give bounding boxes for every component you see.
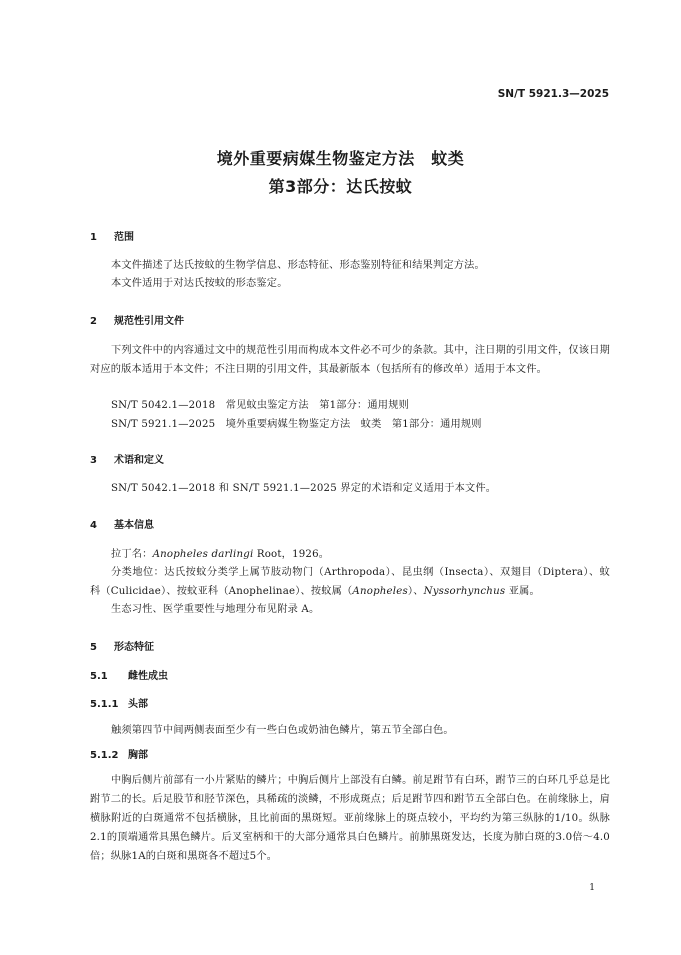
section-number: 5.1 [90, 671, 108, 682]
paragraph: 本文件适用于对达氏按蚊的形态鉴定。 [111, 278, 288, 289]
page-number: 1 [589, 883, 595, 893]
author-year: Root，1926。 [253, 549, 330, 560]
document-code: SN/T 5921.3—2025 [497, 88, 609, 100]
paragraph: 中胸后侧片前部有一小片紧贴的鳞片；中胸后侧片上部没有白鳞。前足跗节有白环，跗节三的白环几乎总是比跗节二的长。后足股节和胫节深色，具稀疏的淡鳞，不形成斑点；后足跗节四和跗节五全部白色。在前缘脉上，肩横脉附近的白斑通常不包括横脉，且比前面的黑斑短。亚前缘脉上的斑点较小，平均约为第三纵脉的1/10。纵脉2.1的顶端通常具黑色鳞片。后叉室柄和干的大部分通常具白色鳞片。前肺黑斑发达，长度为肺白斑的3.0倍～4.0倍；纵脉1A的白斑和黑斑各不超过5个。 [90, 775, 610, 862]
paragraph: 下列文件中的内容通过文中的规范性引用而构成本文件必不可少的条款。其中，注日期的引用文件，仅该日期对应的版本适用于本文件；不注日期的引用文件，其最新版本（包括所有的修改单）适用于本文件。 [90, 345, 610, 375]
section-number: 3 [90, 455, 97, 466]
paragraph: 本文件描述了达氏按蚊的生物学信息、形态特征、形态鉴别特征和结果判定方法。 [111, 260, 485, 271]
paragraph: 生态习性、医学重要性与地理分布见附录 A。 [111, 604, 320, 615]
subsection-heading-5-1 [90, 667, 168, 682]
section-number: 1 [90, 232, 97, 243]
label: 拉丁名： [111, 549, 153, 560]
section-heading-5 [90, 638, 154, 653]
paragraph: SN/T 5042.1—2018 和 SN/T 5921.1—2025 界定的术语和定义适用于本文件。 [111, 483, 497, 494]
latin-name: Anopheles darlingi [152, 549, 254, 560]
classification-text: 分类地位：达氏按蚊分类学上属节肢动物门（Arthropoda）、昆虫纲（Insecta）、双翅目（Diptera）、蚊科（Culicidae）、按蚊亚科（Anophelinae）、按蚊属（ [90, 567, 610, 597]
document-title: 境外重要病媒生物鉴定方法 蚊类 [216, 149, 465, 168]
classification-text: 亚属。 [505, 586, 540, 597]
section-title: 头部 [128, 699, 148, 710]
section-title: 规范性引用文件 [114, 316, 184, 327]
reference-item: SN/T 5921.1—2025 境外重要病媒生物鉴定方法 蚊类 第1部分：通用规则 [111, 419, 482, 430]
reference-item: SN/T 5042.1—2018 常见蚊虫鉴定方法 第1部分：通用规则 [111, 400, 409, 411]
paragraph: 触须第四节中间两侧表面至少有一些白色或奶油色鳞片，第五节全部白色。 [111, 725, 454, 736]
section-title: 胸部 [128, 750, 148, 761]
classification-text: ）、 [407, 586, 424, 597]
subgenus-name: Nyssorhynchus [423, 586, 506, 597]
section-number: 4 [90, 520, 97, 531]
section-number: 5.1.1 [90, 699, 119, 710]
document-subtitle: 第3部分：达氏按蚊 [268, 177, 413, 196]
subsection-heading-5-1-2 [90, 746, 148, 761]
section-title: 雌性成虫 [128, 671, 168, 682]
section-heading-2 [90, 312, 184, 327]
section-title: 形态特征 [114, 642, 154, 653]
section-title: 基本信息 [114, 520, 154, 531]
section-number: 5.1.2 [90, 750, 119, 761]
section-number: 2 [90, 316, 97, 327]
section-heading-3 [90, 451, 164, 466]
genus-name: Anopheles [352, 586, 408, 597]
section-heading-4 [90, 516, 154, 531]
latin-name-paragraph [90, 545, 610, 564]
subsection-heading-5-1-1 [90, 695, 148, 710]
section-title: 术语和定义 [114, 455, 164, 466]
section-title: 范围 [114, 232, 134, 243]
classification-paragraph [90, 563, 610, 601]
section-number: 5 [90, 642, 97, 653]
section-heading-1 [90, 228, 134, 243]
